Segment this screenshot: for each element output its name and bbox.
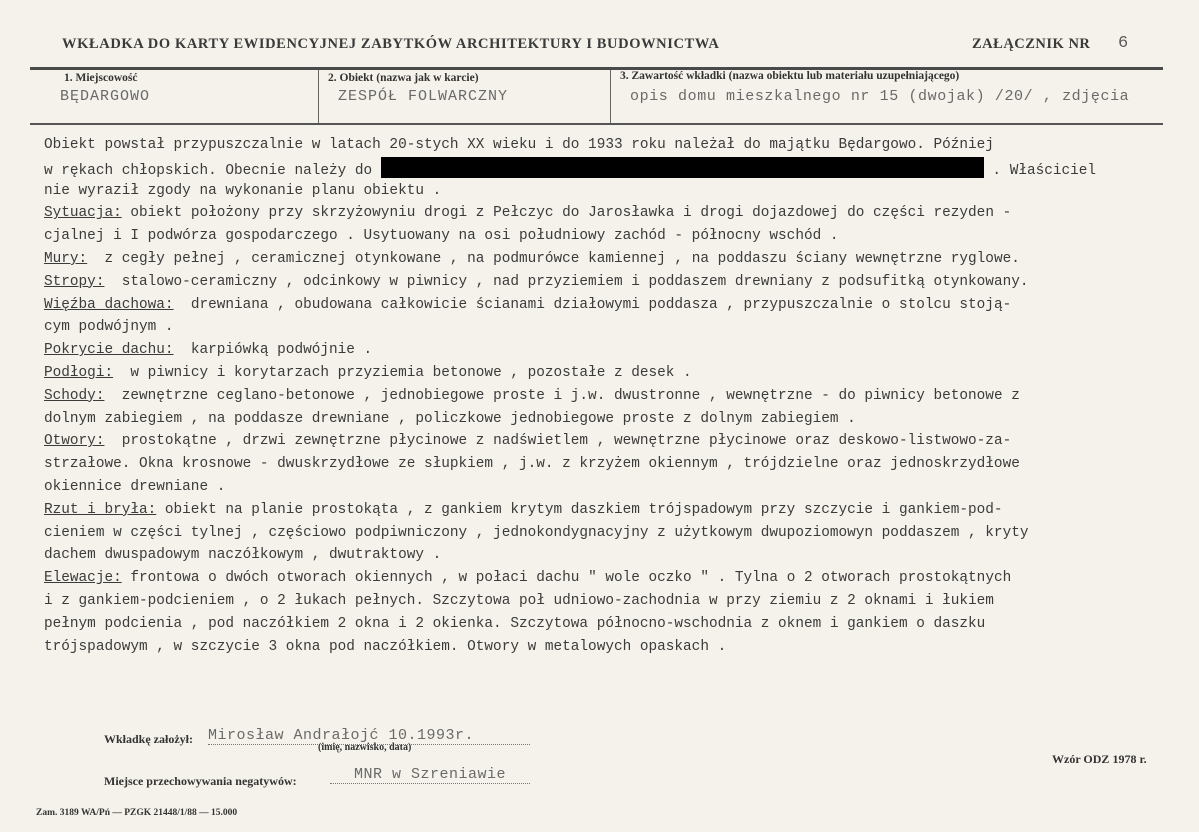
body-line: w rękach chłopskich. Obecnie należy do . Właściciel	[44, 157, 1194, 180]
body-line: strzałowe. Okna krosnowe - dwuskrzydłowe ze słupkiem , j.w. z krzyżem okiennym , trójdzielne oraz jednoskrzydłowe	[44, 456, 1020, 473]
body-line: cjalnej i I podwórza gospodarczego . Usytuowany na osi południowy zachód - północny wschód .	[44, 228, 839, 245]
object-value: ZESPÓŁ FOLWARCZNY	[338, 88, 509, 105]
section-heading: Mury:	[44, 250, 88, 267]
location-value: BĘDARGOWO	[60, 88, 151, 105]
header-bottom-rule	[30, 123, 1163, 125]
body-line: Mury: z cegły pełnej , ceramicznej otynkowane , na podmurówce kamiennej , na poddaszu ściany wewnętrzne ryglowe.	[44, 250, 1020, 267]
annex-label: ZAŁĄCZNIK NR	[972, 36, 1091, 52]
body-line: Pokrycie dachu: karpiówką podwójnie .	[44, 342, 373, 359]
description-body	[44, 134, 1194, 658]
field-separator	[610, 70, 611, 123]
section-heading: Otwory:	[44, 433, 105, 450]
body-line: cieniem w części tylnej , częściowo podpiwniczony , jednokondygnacyjny z użytkowym dwupoziomowyn poddaszem , kryty	[44, 524, 1029, 541]
body-line: trójspadowym , w szczycie 3 okna pod naczółkiem. Otwory w metalowych opaskach .	[44, 638, 727, 655]
body-line: okiennice drewniane .	[44, 478, 226, 495]
body-line: cym podwójnym .	[44, 319, 174, 336]
body-line: Otwory: prostokątne , drzwi zewnętrzne płycinowe z nadświetlem , wewnętrzne płycinowe oraz deskowo-listwowo-za-	[44, 433, 1012, 450]
storage-value: MNR w Szreniawie	[330, 766, 530, 784]
section-heading: Więźba dachowa:	[44, 296, 174, 313]
body-line: Obiekt powstał przypuszczalnie w latach 20-stych XX wieku i do 1933 roku należał do majątku Będargowo. Później	[44, 137, 994, 153]
body-line: Schody: zewnętrzne ceglano-betonowe , jednobiegowe proste i j.w. dwustronne , wewnętrzne - do piwnicy betonowe z	[44, 387, 1020, 404]
section-heading: Elewacje:	[44, 570, 122, 587]
author-label: Wkładkę założył:	[104, 732, 193, 746]
body-line: Sytuacja: obiekt położony przy skrzyżowyniu drogi z Pełczyc do Jarosławka i drogi dojazdowej do części rezyden -	[44, 205, 1012, 222]
body-line: Elewacje: frontowa o dwóch otworach okiennych , w połaci dachu " wole oczko " . Tylna o 2 otworach prostokątnych	[44, 570, 1012, 587]
section-heading: Pokrycie dachu:	[44, 342, 174, 359]
body-line: Rzut i bryła: obiekt na planie prostokąta , z gankiem krytym daszkiem trójspadowym przy szczycie i gankiem-pod-	[44, 501, 1003, 518]
form-title: WKŁADKA DO KARTY EWIDENCYJNEJ ZABYTKÓW ARCHITEKTURY I BUDOWNICTWA	[62, 36, 720, 52]
field-separator	[318, 70, 319, 123]
body-line: Stropy: stalowo-ceramiczny , odcinkowy w piwnicy , nad przyziemiem i poddaszem drewniany z podsufitką otynkowany.	[44, 273, 1029, 290]
object-label: 2. Obiekt (nazwa jak w karcie)	[328, 72, 479, 84]
section-heading: Rzut i bryła:	[44, 501, 157, 518]
author-value: Mirosław Andrałojć 10.1993r.	[208, 727, 530, 745]
body-line: dachem dwuspadowym naczółkowym , dwutraktowy .	[44, 547, 442, 564]
redaction-block	[381, 157, 984, 178]
template-version: Wzór ODZ 1978 r.	[1052, 752, 1147, 766]
body-line: Podłogi: w piwnicy i korytarzach przyziemia betonowe , pozostałe z desek .	[44, 364, 692, 381]
body-line: Więźba dachowa: drewniana , obudowana całkowicie ścianami działowymi poddasza , przypuszczalnie o stolcu stoją-	[44, 296, 1012, 313]
section-heading: Stropy:	[44, 273, 105, 290]
author-hint: (imię, nazwisko, data)	[318, 742, 412, 753]
body-line: i z gankiem-podcieniem , o 2 łukach pełnych. Szczytowa poł udniowo-zachodnia w przy ziemiu z 2 oknami i łukiem	[44, 592, 994, 609]
body-line: nie wyraził zgody na wykonanie planu obiektu .	[44, 182, 442, 199]
annex-number: 6	[1118, 34, 1129, 53]
content-value: opis domu mieszkalnego nr 15 (dwojak) /20/ , zdjęcia	[630, 88, 1130, 105]
body-line: dolnym zabiegiem , na poddasze drewniane , policzkowe jednobiegowe proste z dolnym zabiegiem .	[44, 410, 856, 427]
top-rule	[30, 67, 1163, 70]
section-heading: Schody:	[44, 387, 105, 404]
section-heading: Podłogi:	[44, 364, 114, 381]
storage-label: Miejsce przechowywania negatywów:	[104, 774, 297, 788]
body-line: pełnym podcienia , pod naczółkiem 2 okna i 2 okienka. Szczytowa północno-wschodnia z oknem i gankiem o daszku	[44, 615, 986, 632]
section-heading: Sytuacja:	[44, 205, 122, 222]
location-label: 1. Miejscowość	[64, 72, 138, 84]
content-label: 3. Zawartość wkładki (nazwa obiektu lub materiału uzupełniającego)	[620, 70, 960, 82]
print-info: Zam. 3189 WA/Pń — PZGK 21448/1/88 — 15.000	[36, 808, 238, 818]
